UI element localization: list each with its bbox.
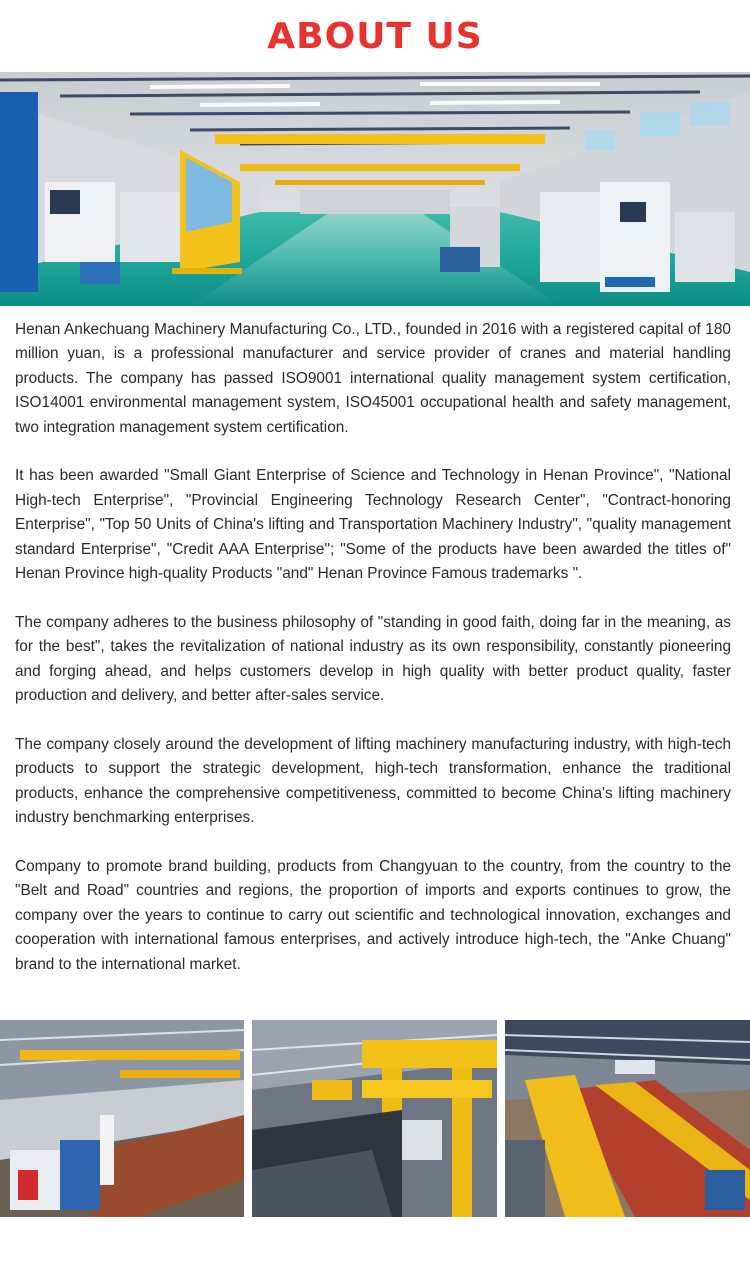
crane-assembly-image — [505, 1020, 750, 1217]
gantry-machine-image — [252, 1020, 497, 1217]
welding-workshop-image — [0, 1020, 244, 1217]
factory-hero-image — [0, 72, 750, 306]
paragraph: It has been awarded "Small Giant Enterprise of Science and Technology in Henan Province", "National High-tech Enterprise", "Provincial Engineering Technology Research Center", "Contract-honoring Enterprise", "Top 50 Units of China's lifting and Transportation Machinery Industry", "quality management standard Enterprise", "Credit AAA Enterprise"; "Some of the products have been awarded the titles of" Henan Province high-quality Products "and" Henan Province Famous trademarks ". — [15, 467, 731, 583]
paragraph: The company adheres to the business philosophy of "standing in good faith, doing far in the meaning, as for the best", takes the revitalization of national industry as its own responsibility, constantly pioneering and forging ahead, and helps customers develop in high quality with better product quality, faster production and delivery, and better after-sales service. — [15, 613, 731, 705]
page-title: ABOUT US — [267, 15, 483, 57]
company-description — [15, 318, 731, 1001]
photo-gallery — [0, 1020, 750, 1217]
paragraph: Company to promote brand building, products from Changyuan to the country, from the country to the "Belt and Road" countries and regions, the proportion of imports and exports continues to grow, the company over the years to continue to carry out scientific and technological innovation, exchanges and cooperation with international famous enterprises, and actively introduce high-tech, the "Anke Chuang" brand to the international market. — [15, 857, 731, 973]
paragraph: The company closely around the development of lifting machinery manufacturing industry, with high-tech products to support the strategic development, high-tech transformation, enhance the traditional products, enhance the comprehensive competitiveness, committed to become China's lifting machinery industry benchmarking enterprises. — [15, 735, 731, 827]
paragraph: Henan Ankechuang Machinery Manufacturing Co., LTD., founded in 2016 with a registered capital of 180 million yuan, is a professional manufacturer and service provider of cranes and material handling products. The company has passed ISO9001 international quality management system certification, ISO14001 environmental management system, ISO45001 occupational health and safety management, two integration management system certification. — [15, 321, 731, 436]
